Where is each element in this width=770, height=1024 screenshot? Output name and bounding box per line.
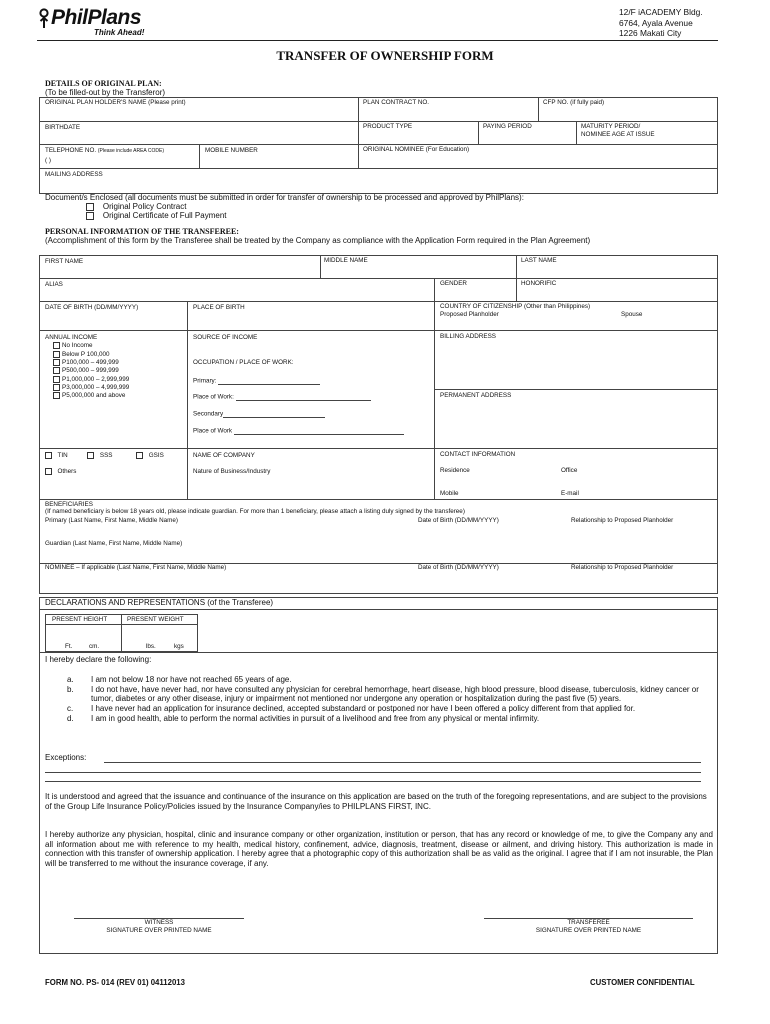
beneficiaries-note: (If named beneficiary is below 18 years old, please indicate guardian. For more than 1 beneficiary, please attach a listing duly signed by the transferee) bbox=[45, 508, 465, 515]
witness-label bbox=[74, 919, 244, 934]
documents-intro: Document/s Enclosed (all documents must be submitted in order for transfer of ownership to be processed and approved by PhilPlans): bbox=[45, 193, 524, 202]
doc-label: Original Policy Contract bbox=[102, 202, 187, 211]
telephone-note: (Please include AREA CODE) bbox=[97, 148, 164, 154]
last-name-field[interactable]: LAST NAME bbox=[521, 257, 557, 264]
declaration-list bbox=[67, 675, 712, 724]
checkbox[interactable] bbox=[53, 351, 60, 358]
nominee-dob-field[interactable]: Date of Birth (DD/MM/YYYY) bbox=[418, 564, 499, 571]
ft-unit: Ft. bbox=[65, 643, 73, 650]
nominee-field[interactable]: NOMINEE – If applicable (Last Name, First Name, Middle Name) bbox=[45, 564, 227, 571]
income-label: P500,000 – 999,999 bbox=[62, 367, 119, 375]
checkbox[interactable] bbox=[136, 452, 143, 459]
id-option-gsis[interactable] bbox=[136, 452, 164, 459]
id-options bbox=[45, 452, 164, 460]
office-field[interactable]: Office bbox=[561, 467, 578, 474]
height-label: PRESENT HEIGHT bbox=[52, 616, 108, 623]
transferee-heading: PERSONAL INFORMATION OF THE TRANSFEREE: bbox=[45, 227, 239, 236]
contact-info-label: CONTACT INFORMATION bbox=[440, 451, 516, 458]
id-option-sss[interactable] bbox=[87, 452, 112, 459]
gender-field[interactable]: GENDER bbox=[440, 280, 467, 287]
income-label: P3,000,000 – 4,999,999 bbox=[62, 384, 130, 392]
income-option[interactable] bbox=[53, 359, 129, 367]
id-option-others[interactable] bbox=[45, 468, 76, 476]
beneficiaries-label: BENEFICIARIES bbox=[45, 501, 93, 508]
id-label: GSIS bbox=[148, 452, 164, 460]
page-title: TRANSFER OF OWNERSHIP FORM bbox=[276, 48, 494, 63]
doc-item[interactable] bbox=[86, 211, 227, 221]
id-option-tin[interactable] bbox=[45, 452, 68, 459]
declaration-item bbox=[67, 675, 712, 685]
declaration-item bbox=[67, 704, 712, 714]
id-label: TIN bbox=[57, 452, 68, 460]
checkbox[interactable] bbox=[45, 468, 52, 475]
item-text: I am in good health, able to perform the normal activities in pursuit of a livelihood and free from any physical or mental infirmity. bbox=[91, 713, 540, 723]
holder-name-field[interactable]: ORIGINAL PLAN HOLDER'S NAME (Please print) bbox=[45, 99, 186, 106]
maturity-label: MATURITY PERIOD/ bbox=[581, 123, 641, 130]
dob-field[interactable]: DATE OF BIRTH (DD/MM/YYYY) bbox=[45, 304, 139, 311]
telephone-label: TELEPHONE NO. bbox=[45, 147, 97, 154]
authorization-paragraph: I hereby authorize any physician, hospital, clinic and insurance company or other organization, institution or person, that has any record or knowledge of me, to give the Company any and all information about me with reference to my health, medical history, confinement, advice, diagnosis, treatment, disease or ailment, and driving history. This authorization is made in connection with this transfer of ownership application. I hereby agree that a photographic copy of this authorization shall be as valid as the original. I agree that if I am not insurable, the Plan will be transferred to me without the insurance coverage, if any. bbox=[45, 830, 713, 869]
mobile-number-field[interactable]: MOBILE NUMBER bbox=[205, 147, 258, 154]
company-name-field[interactable]: NAME OF COMPANY bbox=[193, 452, 255, 459]
annual-income-field bbox=[45, 334, 129, 401]
header-rule bbox=[37, 40, 718, 41]
transferee-note: (Accomplishment of this form by the Transferee shall be treated by the Company as compliance with the Application Form required in the Plan Agreement) bbox=[45, 236, 591, 245]
id-label: SSS bbox=[99, 452, 113, 460]
primary-label: Primary: bbox=[193, 377, 217, 385]
exceptions-line[interactable] bbox=[104, 762, 701, 763]
item-key: a. bbox=[67, 675, 74, 684]
declaration-item bbox=[67, 714, 712, 724]
declarations-heading: DECLARATIONS AND REPRESENTATIONS (of the Transferee) bbox=[45, 598, 274, 607]
declaration-item bbox=[67, 685, 712, 704]
beneficiary-dob-field[interactable]: Date of Birth (DD/MM/YYYY) bbox=[418, 517, 499, 524]
income-label: P100,000 – 499,999 bbox=[62, 359, 119, 367]
source-income-field[interactable]: SOURCE OF INCOME bbox=[193, 334, 258, 341]
maturity-label-2: NOMINEE AGE AT ISSUE bbox=[581, 130, 655, 138]
citizenship-sub bbox=[440, 311, 710, 319]
spouse-label: Spouse bbox=[621, 310, 643, 318]
primary-pow-field[interactable] bbox=[193, 392, 371, 401]
kgs-unit: kgs bbox=[174, 643, 184, 650]
occupation-label: OCCUPATION / PLACE OF WORK: bbox=[193, 359, 294, 366]
item-key: b. bbox=[67, 684, 74, 694]
logo-text: PhilPlans bbox=[51, 6, 142, 29]
guardian-field[interactable]: Guardian (Last Name, First Name, Middle Name) bbox=[45, 540, 183, 547]
income-option[interactable] bbox=[53, 392, 129, 400]
primary-occupation-field[interactable] bbox=[193, 376, 320, 385]
plan-contract-field[interactable]: PLAN CONTRACT NO. bbox=[363, 99, 430, 106]
witness-title: WITNESS bbox=[144, 919, 174, 926]
mobile-field[interactable]: Mobile bbox=[440, 490, 459, 497]
exceptions-line[interactable] bbox=[45, 781, 701, 782]
others-label: Others bbox=[57, 468, 77, 476]
item-key: c. bbox=[67, 704, 74, 714]
checkbox[interactable] bbox=[87, 452, 94, 459]
checkbox[interactable] bbox=[53, 367, 60, 374]
business-nature-field[interactable]: Nature of Business/Industry bbox=[193, 468, 271, 475]
form-number: FORM NO. PS- 014 (REV 01) 04112013 bbox=[45, 978, 185, 987]
checkbox[interactable] bbox=[53, 392, 60, 399]
transferee-label bbox=[484, 919, 693, 934]
birthdate-field[interactable]: BIRTHDATE bbox=[45, 124, 81, 131]
understanding-paragraph: It is understood and agreed that the issuance and continuance of the insurance on this application are based on the truth of the foregoing representations, and are subject to the provisions of the Group Life Insurance Policy/Policies issued by the Insurance Company/ies to PHILPLANS FIRST, INC. bbox=[45, 792, 707, 811]
telephone-field[interactable] bbox=[45, 147, 164, 164]
doc-label: Original Certificate of Full Payment bbox=[102, 211, 227, 220]
billing-address-field[interactable]: BILLING ADDRESS bbox=[440, 333, 496, 340]
residence-field[interactable]: Residence bbox=[440, 467, 470, 474]
income-label: P5,000,000 and above bbox=[62, 392, 126, 400]
lbs-unit: lbs. bbox=[146, 643, 156, 650]
checkbox[interactable] bbox=[53, 342, 60, 349]
nominee-relationship-field[interactable]: Relationship to Proposed Planholder bbox=[571, 564, 674, 571]
income-option[interactable] bbox=[53, 351, 129, 359]
item-text: I do not have, have never had, nor have consulted any physician for cerebral hemorrhage, heart disease, high blood pressure, blood disease, tuberculosis, kidney cancer or tumor, diabetes or any other disease, injury or impairment not mentioned nor undergone any operation or hospitalization during the past five (5) years. bbox=[91, 684, 699, 704]
pow-label: Place of Work bbox=[193, 427, 233, 435]
citizenship-label: COUNTRY OF CITIZENSHIP (Other than Philippines) bbox=[440, 303, 591, 310]
checkbox[interactable] bbox=[86, 203, 94, 211]
honorific-field[interactable]: HONORIFIC bbox=[521, 280, 557, 287]
address-line: 12/F iACADEMY Bldg. bbox=[619, 7, 703, 17]
first-name-field[interactable]: FIRST NAME bbox=[45, 258, 84, 265]
checkbox[interactable] bbox=[53, 359, 60, 366]
middle-name-field[interactable]: MIDDLE NAME bbox=[324, 257, 368, 264]
secondary-label: Secondary bbox=[193, 410, 224, 418]
maturity-field[interactable] bbox=[581, 123, 655, 138]
declare-intro: I hereby declare the following: bbox=[45, 655, 152, 664]
address-line: 1226 Makati City bbox=[619, 28, 682, 38]
alias-field[interactable]: ALIAS bbox=[45, 281, 63, 288]
income-label: Below P 100,000 bbox=[62, 350, 110, 358]
weight-label: PRESENT WEIGHT bbox=[127, 616, 184, 623]
cfp-field[interactable]: CFP NO. (if fully paid) bbox=[543, 99, 605, 106]
item-key: d. bbox=[67, 713, 74, 723]
mailing-address-field[interactable]: MAILING ADDRESS bbox=[45, 171, 103, 178]
address-line: 6764, Ayala Avenue bbox=[619, 17, 693, 28]
logo bbox=[38, 6, 178, 38]
secondary-pow-field[interactable] bbox=[193, 426, 404, 435]
relationship-field[interactable]: Relationship to Proposed Planholder bbox=[571, 517, 674, 524]
permanent-address-field[interactable]: PERMANENT ADDRESS bbox=[440, 392, 512, 399]
area-code-paren: ( ) bbox=[45, 156, 51, 164]
secondary-occupation-field[interactable] bbox=[193, 409, 325, 418]
income-label: P1,000,000 – 2,999,999 bbox=[62, 375, 130, 383]
product-type-field[interactable]: PRODUCT TYPE bbox=[363, 123, 413, 130]
signature-label: SIGNATURE OVER PRINTED NAME bbox=[535, 926, 642, 934]
proposed-label: Proposed Planholder bbox=[440, 310, 499, 318]
citizenship-field[interactable] bbox=[440, 303, 710, 318]
original-nominee-field[interactable]: ORIGINAL NOMINEE (For Education) bbox=[363, 146, 470, 153]
logo-tagline: Think Ahead! bbox=[94, 28, 145, 37]
paying-period-field[interactable]: PAYING PERIOD bbox=[483, 123, 532, 130]
confidential-label: CUSTOMER CONFIDENTIAL bbox=[590, 978, 695, 987]
checkbox[interactable] bbox=[86, 212, 94, 220]
item-text: I have never had an application for insurance declined, accepted substandard or postponed nor have I been offered a policy different from that applied for. bbox=[91, 704, 636, 714]
logo-mark-icon bbox=[38, 8, 50, 30]
primary-beneficiary-field[interactable]: Primary (Last Name, First Name, Middle Name) bbox=[45, 517, 178, 524]
checkbox[interactable] bbox=[45, 452, 52, 459]
income-option[interactable] bbox=[53, 384, 129, 392]
checkbox[interactable] bbox=[53, 384, 60, 391]
pow-label: Place of Work: bbox=[193, 393, 234, 401]
exceptions-label: Exceptions: bbox=[45, 753, 87, 762]
income-option[interactable] bbox=[53, 367, 129, 375]
original-subheading: (To be filled-out by the Transferor) bbox=[45, 88, 166, 97]
transferee-title: TRANSFEREE bbox=[567, 919, 610, 926]
signature-label: SIGNATURE OVER PRINTED NAME bbox=[106, 926, 212, 934]
income-option[interactable] bbox=[53, 376, 129, 384]
company-address bbox=[619, 7, 703, 39]
exceptions-line[interactable] bbox=[45, 772, 701, 773]
income-label: No Income bbox=[62, 342, 93, 350]
cm-unit: cm. bbox=[89, 643, 100, 650]
item-text: I am not below 18 nor have not reached 65 years of age. bbox=[91, 675, 292, 684]
original-heading: DETAILS OF ORIGINAL PLAN: bbox=[45, 79, 162, 88]
income-option[interactable] bbox=[53, 342, 129, 350]
email-field[interactable]: E-mail bbox=[561, 490, 579, 497]
checkbox[interactable] bbox=[53, 376, 60, 383]
pob-field[interactable]: PLACE OF BIRTH bbox=[193, 304, 245, 311]
annual-income-label: ANNUAL INCOME bbox=[45, 334, 98, 341]
